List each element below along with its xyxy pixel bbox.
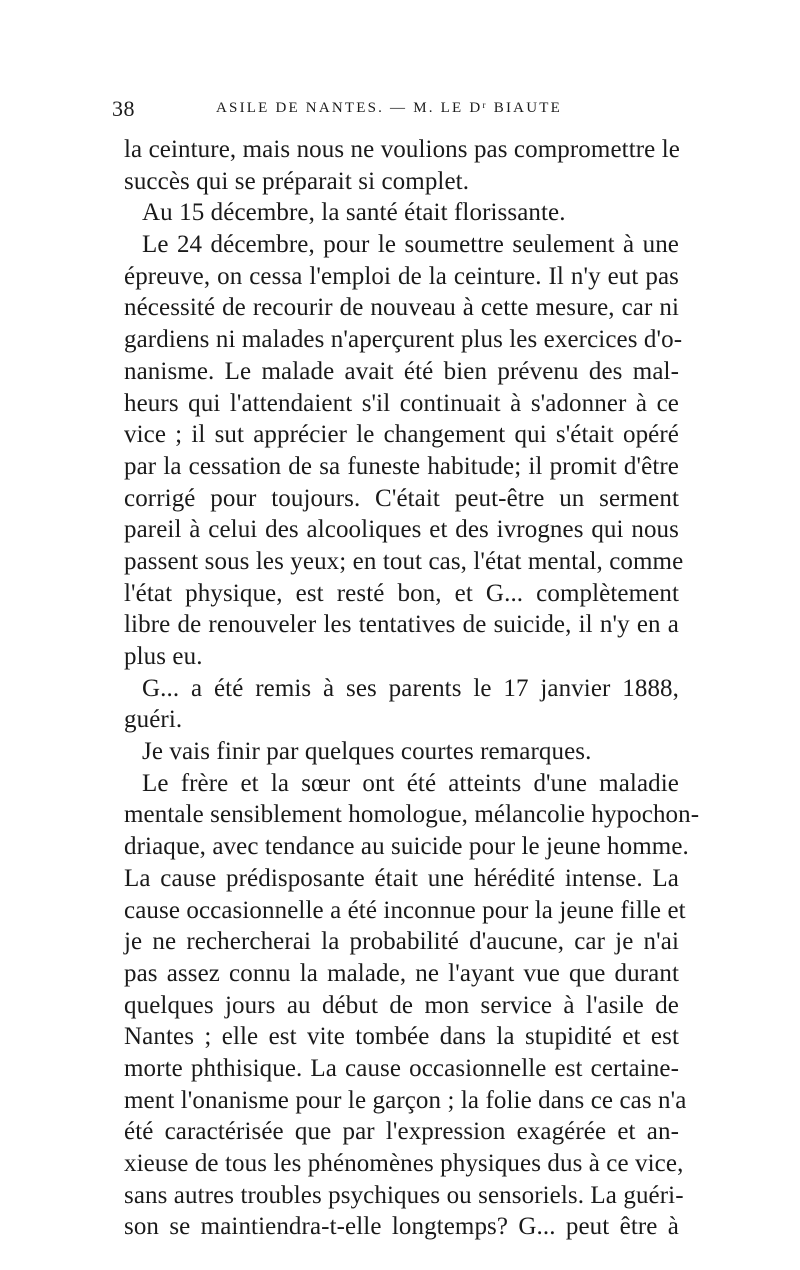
text-line: La cause prédisposante était une hérédité intense. La — [124, 864, 679, 892]
text-line: Nantes ; elle est vite tombée dans la stupidité et est — [124, 1023, 679, 1051]
text-line: été caractérisée que par l'expression exagérée et an- — [124, 1118, 679, 1146]
text-line: Je vais finir par quelques courtes remarques. — [142, 738, 592, 766]
text-line: Au 15 décembre, la santé était florissante. — [142, 199, 566, 227]
text-line: par la cessation de sa funeste habitude; il promit d'être — [124, 452, 679, 480]
text-line: succès qui se préparait si complet. — [124, 167, 470, 195]
text-line: G... a été remis à ses parents le 17 janvier 1888, — [142, 674, 679, 702]
text-line: je ne rechercherai la probabilité d'aucune, car je n'ai — [124, 928, 679, 956]
running-title: ASILE DE NANTES. — M. LE Dʳ BIAUTE — [216, 100, 562, 116]
text-line: mentale sensiblement homologue, mélancolie hypochon- — [124, 801, 700, 829]
text-line: nanisme. Le malade avait été bien prévenu des mal- — [124, 357, 679, 385]
text-line: xieuse de tous les phénomènes physiques dus à ce vice, — [124, 1150, 684, 1177]
text-line: nécessité de recourir de nouveau à cette mesure, car ni — [124, 294, 679, 322]
text-line: gardiens ni malades n'aperçurent plus les exercices d'o- — [124, 326, 683, 354]
text-line: quelques jours au début de mon service à l'asile de — [124, 991, 679, 1019]
text-line: morte phthisique. La cause occasionnelle est certaine- — [124, 1054, 679, 1082]
text-line: driaque, avec tendance au suicide pour le jeune homme. — [124, 833, 689, 861]
text-line: heurs qui l'attendaient s'il continuait à s'adonner à ce — [124, 389, 679, 417]
text-line: libre de renouveler les tentatives de suicide, il n'y en a — [124, 611, 679, 639]
text-line: l'état physique, est resté bon, et G... complètement — [124, 579, 679, 607]
text-line: Le frère et la sœur ont été atteints d'une maladie — [142, 769, 679, 797]
running-head — [112, 96, 684, 126]
text-line: passent sous les yeux; en tout cas, l'état mental, comme — [124, 547, 684, 575]
body-text — [124, 134, 700, 1243]
page-number: 38 — [112, 96, 135, 121]
text-line: épreuve, on cessa l'emploi de la ceinture. Il n'y eut pas — [124, 262, 679, 290]
text-line: guéri. — [124, 706, 183, 734]
text-line: corrigé pour toujours. C'était peut-être un serment — [124, 484, 679, 512]
text-line: pareil à celui des alcooliques et des ivrognes qui nous — [124, 516, 679, 544]
text-line: pas assez connu la malade, ne l'ayant vue que durant — [124, 959, 679, 987]
text-line: son se maintiendra-t-elle longtemps? G... peut être à — [124, 1213, 679, 1241]
text-line: plus eu. — [124, 643, 203, 670]
text-line: cause occasionnelle a été inconnue pour la jeune fille et — [124, 896, 686, 924]
text-line: vice ; il sut apprécier le changement qui s'était opéré — [124, 421, 679, 449]
text-line: la ceinture, mais nous ne voulions pas compromettre le — [124, 136, 680, 163]
text-line: ment l'onanisme pour le garçon ; la folie dans ce cas n'a — [124, 1086, 687, 1114]
text-line: sans autres troubles psychiques ou sensoriels. La guéri- — [124, 1181, 684, 1209]
text-line: Le 24 décembre, pour le soumettre seulement à une — [142, 231, 679, 259]
